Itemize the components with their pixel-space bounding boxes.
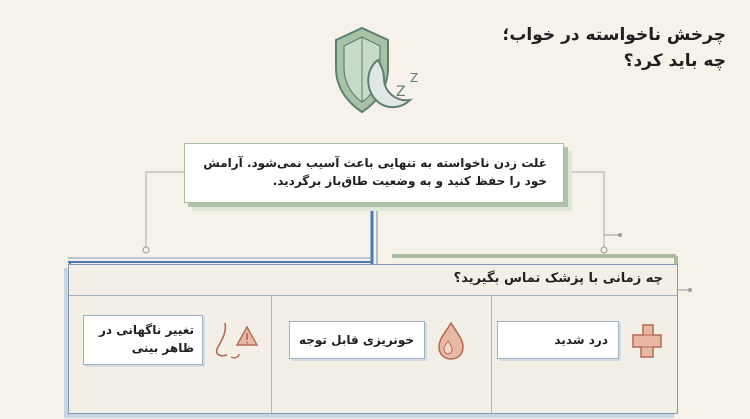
item-label: تغییر ناگهانی در ظاهر بینی	[98, 323, 194, 355]
title-line-1: چرخش ناخواسته در خواب؛	[502, 25, 726, 45]
list-item	[69, 299, 271, 413]
pain-blocks-icon	[627, 321, 667, 361]
main-message-text: غلت زدن ناخواسته به تنهایی باعث آسیب نمی‌شود. آرامش خود را حفظ کنید و به وضعیت طاق‌باز برگردید.	[203, 156, 547, 188]
item-label: درد شدید	[554, 333, 608, 347]
item-label-box	[289, 321, 425, 359]
shield-moon-sleep-icon	[322, 20, 432, 130]
nose-warning-icon	[209, 317, 261, 369]
panel-title: چه زمانی با پزشک تماس بگیرید؟	[453, 271, 663, 286]
doctor-contact-panel	[68, 264, 678, 414]
title-line-2: چه باید کرد؟	[623, 51, 726, 71]
column-divider	[271, 296, 272, 413]
blood-drops-icon	[431, 319, 471, 363]
column-divider	[491, 296, 492, 413]
main-message-box	[184, 143, 564, 203]
page-title	[466, 22, 726, 74]
list-item	[493, 299, 677, 413]
item-label-box	[497, 321, 619, 359]
list-item	[273, 299, 491, 413]
panel-header	[69, 265, 677, 296]
item-label-box	[83, 315, 203, 365]
svg-text:Z: Z	[410, 71, 419, 85]
svg-text:Z: Z	[396, 84, 406, 100]
item-label: خونریزی قابل توجه	[298, 333, 414, 347]
